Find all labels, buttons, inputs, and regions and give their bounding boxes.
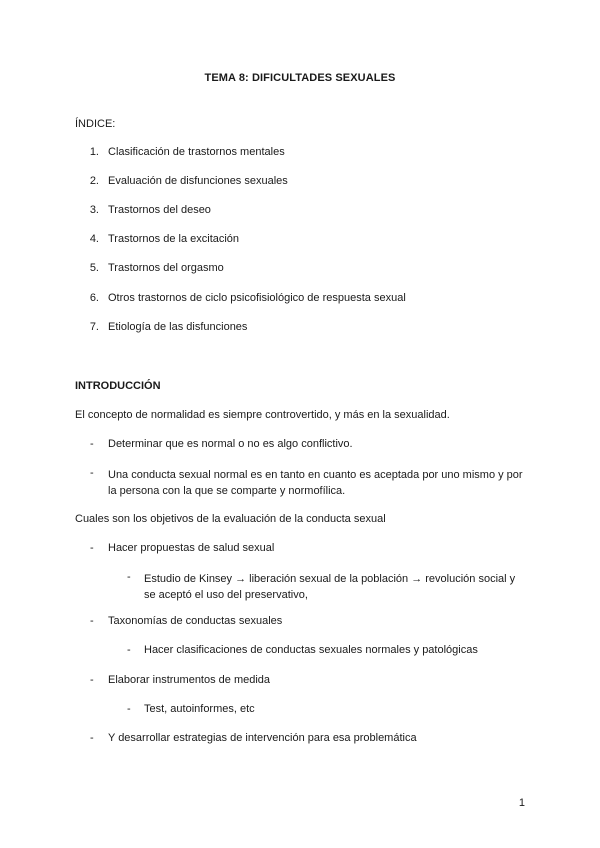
- index-item-text: Trastornos del orgasmo: [108, 262, 224, 274]
- sub-bullet-dash: -: [127, 571, 131, 583]
- index-item-text: Etiología de las disfunciones: [108, 321, 248, 333]
- objective-text: Elaborar instrumentos de medida: [108, 674, 271, 686]
- bullet-dash: -: [90, 438, 94, 450]
- index-item-number: 3.: [89, 204, 99, 216]
- bullet-dash: -: [90, 674, 94, 686]
- sub-bullet-dash: -: [127, 644, 131, 656]
- bullet-text: Una conducta sexual normal es en tanto en cuanto es aceptada por uno mismo y por la persona con la que se comparte y normofílica.: [108, 469, 523, 497]
- sub-bullet-text: Test, autoinformes, etc: [144, 703, 255, 715]
- index-item-number: 4.: [89, 233, 99, 245]
- bullet-dash: -: [90, 615, 94, 627]
- index-item-text: Trastornos de la excitación: [108, 233, 240, 245]
- sub-bullet-text: Hacer clasificaciones de conductas sexuales normales y patológicas: [144, 644, 478, 656]
- index-item-text: Otros trastornos de ciclo psicofisiológico de respuesta sexual: [108, 292, 406, 304]
- page-number: 1: [518, 797, 525, 809]
- objective-text: Taxonomías de conductas sexuales: [108, 615, 283, 627]
- intro-paragraph: El concepto de normalidad es siempre controvertido, y más en la sexualidad.: [75, 409, 450, 421]
- bullet-text: Determinar que es normal o no es algo conflictivo.: [108, 438, 353, 450]
- document-title: TEMA 8: DIFICULTADES SEXUALES: [204, 72, 396, 84]
- index-item-text: Evaluación de disfunciones sexuales: [108, 175, 288, 187]
- intro-heading: INTRODUCCIÓN: [75, 380, 161, 392]
- index-item-number: 1.: [89, 146, 99, 158]
- index-item-text: Clasificación de trastornos mentales: [108, 146, 285, 158]
- objective-text: Y desarrollar estrategias de intervención para esa problemática: [108, 732, 417, 744]
- bullet-dash: -: [90, 542, 94, 554]
- index-item-number: 7.: [89, 321, 99, 333]
- index-heading: ÍNDICE:: [75, 118, 116, 130]
- index-item-number: 2.: [89, 175, 99, 187]
- bullet-dash: -: [90, 732, 94, 744]
- objective-text: Hacer propuestas de salud sexual: [108, 542, 275, 554]
- index-item-text: Trastornos del deseo: [108, 204, 211, 216]
- index-item-number: 5.: [89, 262, 99, 274]
- index-item-number: 6.: [89, 292, 99, 304]
- objectives-paragraph: Cuales son los objetivos de la evaluación de la conducta sexual: [75, 513, 386, 525]
- bullet-dash: -: [90, 467, 94, 479]
- sub-bullet-text: Estudio de Kinsey → liberación sexual de la población → revolución social y se aceptó el uso del preservativo,: [144, 573, 516, 601]
- sub-bullet-dash: -: [127, 703, 131, 715]
